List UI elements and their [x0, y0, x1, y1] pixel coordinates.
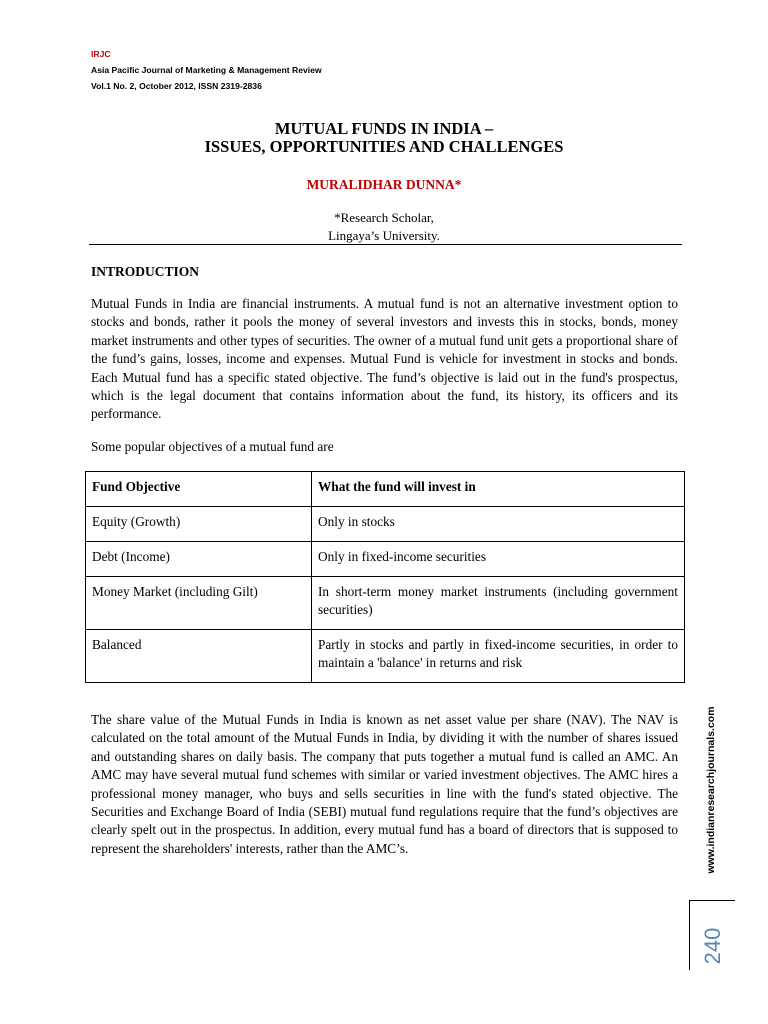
table-cell: In short-term money market instruments (including government securities) — [312, 577, 685, 630]
volume-info: Vol.1 No. 2, October 2012, ISSN 2319-2836 — [91, 81, 262, 91]
table-cell: Only in stocks — [312, 507, 685, 542]
table-cell: Money Market (including Gilt) — [86, 577, 312, 630]
table-cell: Only in fixed-income securities — [312, 542, 685, 577]
title-divider — [89, 244, 682, 245]
table-header-cell: Fund Objective — [86, 472, 312, 507]
table-header-row — [86, 472, 685, 507]
table-header-cell: What the fund will invest in — [312, 472, 685, 507]
table-row — [86, 542, 685, 577]
page-number-vertical-divider — [689, 900, 690, 970]
nav-paragraph: The share value of the Mutual Funds in India is known as net asset value per share (NAV). The NAV is calculated on the total amount of the Mutual Funds in India, by dividing it with the number of shares issued and outstanding shares on daily basis. The company that puts together a mutual fund is called an AMC. An AMC may have several mutual fund schemes with similar or varied investment objectives. The AMC hires a professional money manager, who buys and sells securities in line with the fund's stated objective. The Securities and Exchange Board of India (SEBI) mutual fund regulations require that the fund’s objectives are clearly spelt out in the prospectus. In addition, every mutual fund has a board of directors that is supposed to represent the shareholders' interests, rather than the AMC’s. — [91, 712, 678, 856]
affiliation-line2: Lingaya’s University. — [328, 228, 440, 243]
table-row — [86, 630, 685, 683]
fund-objectives-table — [85, 471, 685, 683]
article-title-line1: MUTUAL FUNDS IN INDIA – — [274, 119, 494, 138]
table-row — [86, 507, 685, 542]
intro-paragraph-1: Mutual Funds in India are financial instruments. A mutual fund is not an alternative investment option to stocks and bonds, rather it pools the money of several investors and invests this in stocks, bonds, money market instruments and other types of securities. The owner of a mutual fund unit gets a proportional share of the fund’s gains, losses, income and expenses. Mutual Fund is vehicle for investment in stocks and bonds. Each Mutual fund has a specific stated objective. The fund’s objective is laid out in the fund's prospectus, which is the legal document that contains information about the fund, its history, its officers and its performance. — [91, 296, 678, 422]
page-number-divider — [689, 900, 735, 901]
article-title-line2: ISSUES, OPPORTUNITIES AND CHALLENGES — [204, 137, 564, 156]
table-cell: Debt (Income) — [86, 542, 312, 577]
author-name: MURALIDHAR DUNNA* — [306, 177, 462, 192]
table-row — [86, 577, 685, 630]
table-cell: Equity (Growth) — [86, 507, 312, 542]
journal-brand: IRJC — [91, 49, 111, 59]
table-cell: Balanced — [86, 630, 312, 683]
journal-name: Asia Pacific Journal of Marketing & Management Review — [91, 65, 322, 75]
table-cell: Partly in stocks and partly in fixed-income securities, in order to maintain a 'balance' in returns and risk — [312, 630, 685, 683]
affiliation-line1: *Research Scholar, — [334, 210, 434, 225]
intro-paragraph-2: Some popular objectives of a mutual fund are — [91, 439, 334, 454]
section-heading: INTRODUCTION — [91, 264, 200, 279]
journal-website-link[interactable]: www.indianresearchjournals.com — [705, 706, 717, 874]
page-number: 240 — [700, 927, 725, 965]
journal-masthead — [91, 46, 322, 94]
